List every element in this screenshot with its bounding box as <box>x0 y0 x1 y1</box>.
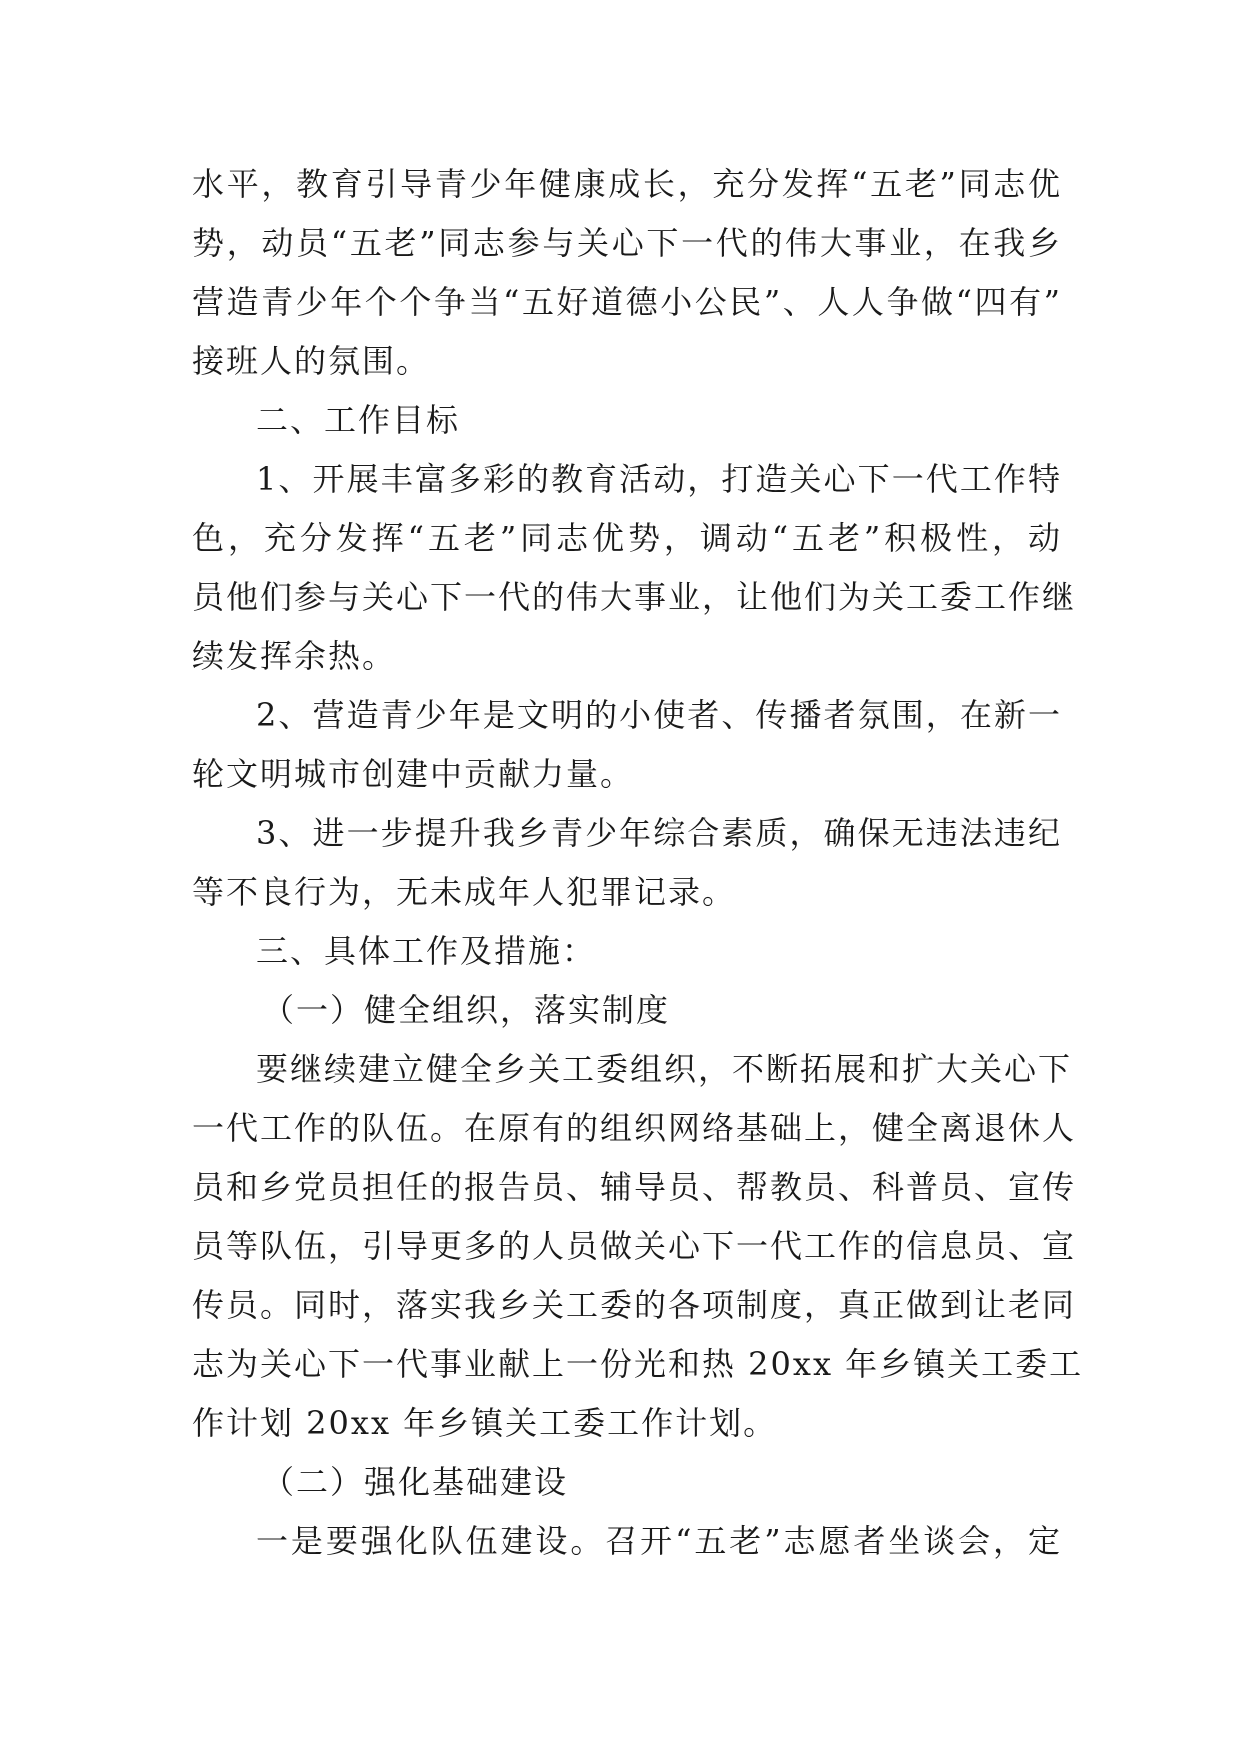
text-line: （二）强化基础建设 <box>262 1463 569 1501</box>
document-body <box>192 155 1084 1571</box>
text-line: 员他们参与关心下一代的伟大事业，让他们为关工委工作继 <box>192 578 1077 616</box>
text-line: 等不良行为，无未成年人犯罪记录。 <box>192 873 737 911</box>
text-line: 志为关心下一代事业献上一份光和热 20xx 年乡镇关工委工 <box>192 1345 1084 1383</box>
text-line: （一）健全组织，落实制度 <box>262 991 671 1029</box>
text-line: 水平，教育引导青少年健康成长，充分发挥“五老”同志优 <box>192 165 1062 203</box>
text-line: 员等队伍，引导更多的人员做关心下一代工作的信息员、宣 <box>192 1227 1077 1265</box>
text-line: 2、营造青少年是文明的小使者、传播者氛围，在新一 <box>256 696 1062 734</box>
text-line: 一是要强化队伍建设。召开“五老”志愿者坐谈会，定 <box>256 1522 1062 1560</box>
text-line: 三、具体工作及措施： <box>256 932 597 970</box>
text-line: 续发挥余热。 <box>192 637 397 675</box>
text-line: 二、工作目标 <box>256 401 461 439</box>
text-line: 轮文明城市创建中贡献力量。 <box>192 755 635 793</box>
text-line: 员和乡党员担任的报告员、辅导员、帮教员、科普员、宣传 <box>192 1168 1077 1206</box>
text-line: 传员。同时，落实我乡关工委的各项制度，真正做到让老同 <box>192 1286 1077 1324</box>
text-line: 3、进一步提升我乡青少年综合素质，确保无违法违纪 <box>256 814 1062 852</box>
text-line: 势，动员“五老”同志参与关心下一代的伟大事业，在我乡 <box>192 224 1062 262</box>
text-line: 营造青少年个个争当“五好道德小公民”、人人争做“四有” <box>192 283 1062 321</box>
text-line: 一代工作的队伍。在原有的组织网络基础上，健全离退休人 <box>192 1109 1077 1147</box>
text-line: 要继续建立健全乡关工委组织，不断拓展和扩大关心下 <box>256 1050 1073 1088</box>
text-line: 作计划 20xx 年乡镇关工委工作计划。 <box>192 1404 778 1442</box>
text-line: 接班人的氛围。 <box>192 342 431 380</box>
text-line: 1、开展丰富多彩的教育活动，打造关心下一代工作特 <box>256 460 1062 498</box>
text-line: 色，充分发挥“五老”同志优势，调动“五老”积极性，动 <box>192 519 1062 557</box>
